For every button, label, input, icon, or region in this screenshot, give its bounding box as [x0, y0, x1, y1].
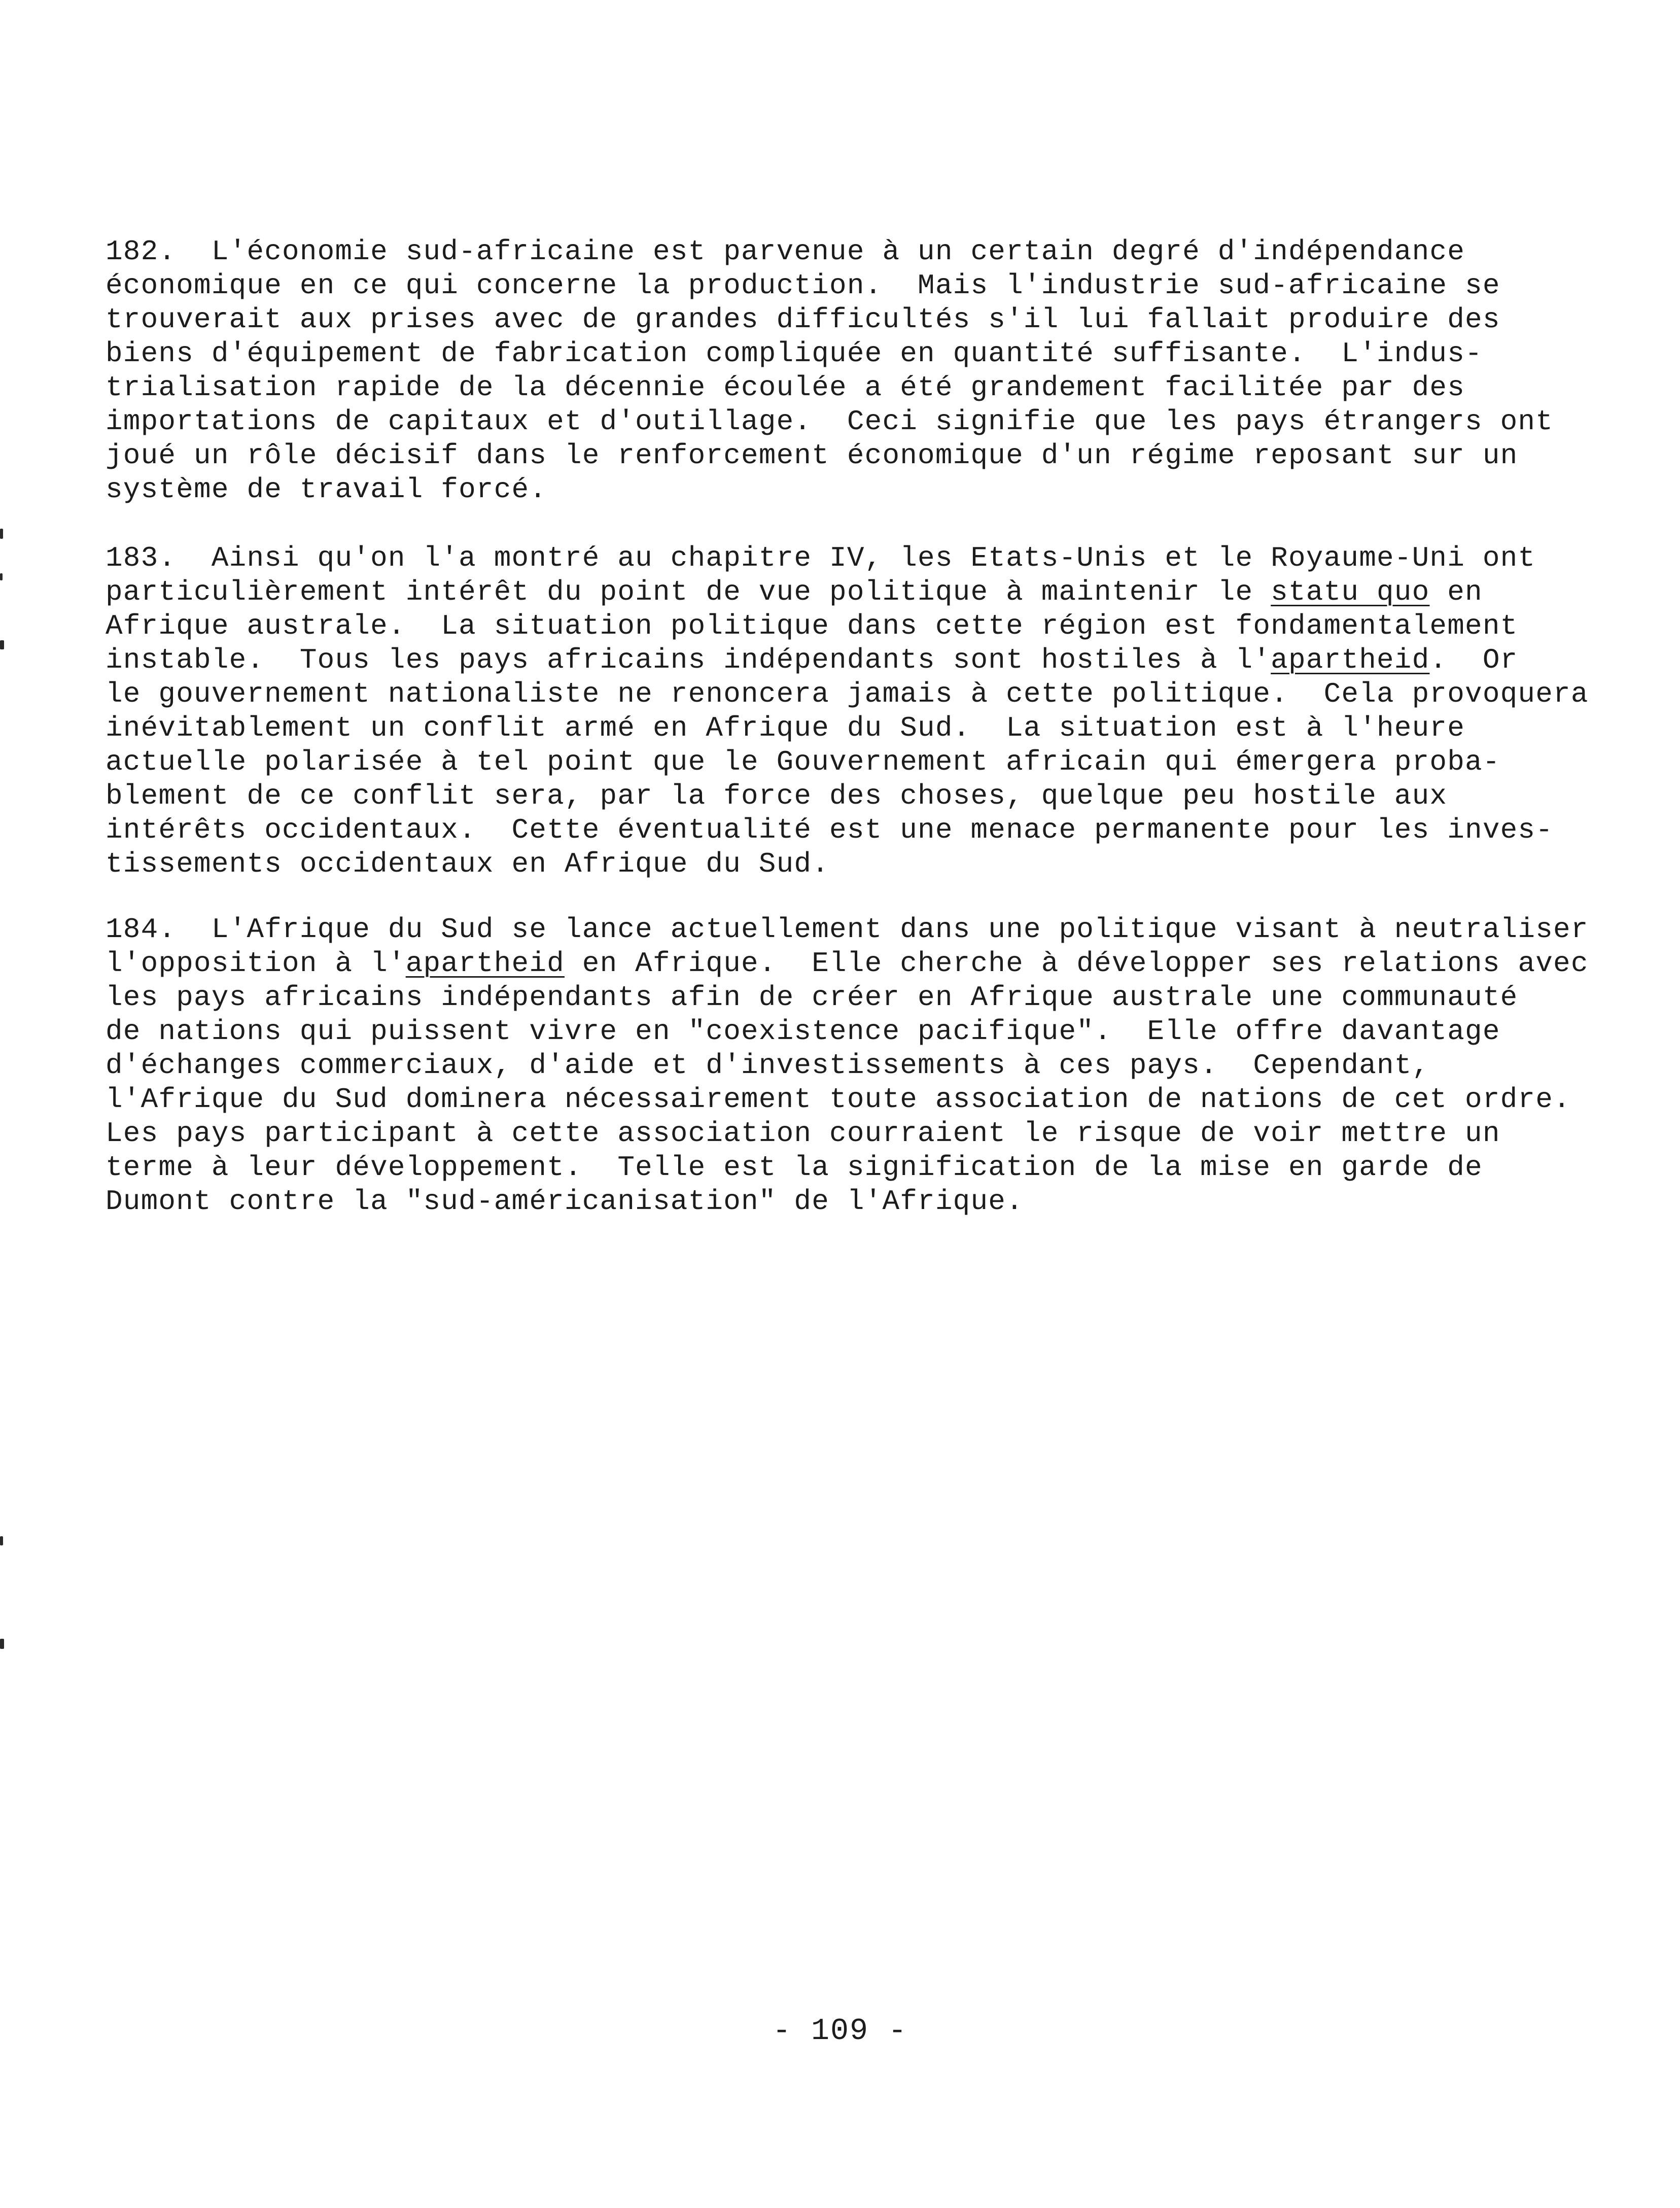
paragraph-line: 183. Ainsi qu'on l'a montré au chapitre IV, les Etats-Unis et le Royaume-Uni ont	[106, 542, 1536, 574]
paragraph-line: biens d'équipement de fabrication compliquée en quantité suffisante. L'indus-	[106, 337, 1483, 370]
margin-mark	[0, 1536, 3, 1545]
line-text: particulièrement intérêt du point de vue politique à maintenir le	[106, 576, 1271, 608]
paragraph-line: Dumont contre la "sud-américanisation" de l'Afrique.	[106, 1185, 1024, 1218]
paragraph-line: de nations qui puissent vivre en "coexistence pacifique". Elle offre davantage	[106, 1015, 1500, 1048]
paragraph-line: économique en ce qui concerne la production. Mais l'industrie sud-africaine se	[106, 269, 1500, 302]
paragraph-line: 184. L'Afrique du Sud se lance actuellement dans une politique visant à neutraliser	[106, 913, 1589, 946]
line-text: l'opposition à l'	[106, 947, 406, 980]
line-text: en	[1429, 576, 1483, 608]
paragraph-line: les pays africains indépendants afin de créer en Afrique australe une communauté	[106, 981, 1518, 1014]
margin-mark	[0, 529, 3, 539]
apartheid-term: apartheid	[1271, 644, 1430, 676]
paragraph-line: trouverait aux prises avec de grandes difficultés s'il lui fallait produire des	[106, 303, 1500, 336]
paragraph-line: d'échanges commerciaux, d'aide et d'investissements à ces pays. Cependant,	[106, 1049, 1430, 1082]
line-text: . Or	[1429, 644, 1518, 676]
apartheid-term: apartheid	[405, 947, 565, 980]
statu-quo-term: statu quo	[1271, 576, 1430, 608]
paragraph-line: blement de ce conflit sera, par la force des choses, quelque peu hostile aux	[106, 780, 1448, 812]
paragraph-line	[106, 643, 1518, 677]
paragraph-line: système de travail forcé.	[106, 473, 547, 506]
line-text: en Afrique. Elle cherche à développer ses relations avec	[564, 947, 1589, 980]
paragraph-line: Afrique australe. La situation politique dans cette région est fondamentalement	[106, 610, 1518, 642]
paragraph-line	[106, 575, 1483, 609]
paragraph-line: Les pays participant à cette association courraient le risque de voir mettre un	[106, 1117, 1500, 1150]
margin-mark	[0, 1639, 4, 1649]
paragraph-line: actuelle polarisée à tel point que le Gouvernement africain qui émergera proba-	[106, 746, 1500, 778]
paragraph-line: tissements occidentaux en Afrique du Sud.	[106, 848, 830, 880]
paragraph-line: inévitablement un conflit armé en Afrique du Sud. La situation est à l'heure	[106, 712, 1465, 744]
paragraph-line: terme à leur développement. Telle est la signification de la mise en garde de	[106, 1151, 1483, 1184]
margin-mark	[0, 640, 4, 649]
paragraph-line: le gouvernement nationaliste ne renoncera jamais à cette politique. Cela provoquera	[106, 678, 1589, 710]
paragraph-line: trialisation rapide de la décennie écoulée a été grandement facilitée par des	[106, 371, 1465, 404]
paragraph-line: 182. L'économie sud-africaine est parvenue à un certain degré d'indépendance	[106, 235, 1465, 268]
paragraph-line: importations de capitaux et d'outillage. Ceci signifie que les pays étrangers ont	[106, 405, 1554, 438]
paragraph-line: l'Afrique du Sud dominera nécessairement toute association de nations de cet ordre.	[106, 1083, 1571, 1116]
paragraph-line: joué un rôle décisif dans le renforcement économique d'un régime reposant sur un	[106, 439, 1518, 472]
paragraph-line: intérêts occidentaux. Cette éventualité est une menace permanente pour les inves-	[106, 814, 1554, 846]
line-text: instable. Tous les pays africains indépendants sont hostiles à l'	[106, 644, 1271, 676]
paragraph-line	[106, 946, 1589, 981]
page-number: - 109 -	[772, 2014, 908, 2049]
margin-mark	[0, 573, 3, 580]
